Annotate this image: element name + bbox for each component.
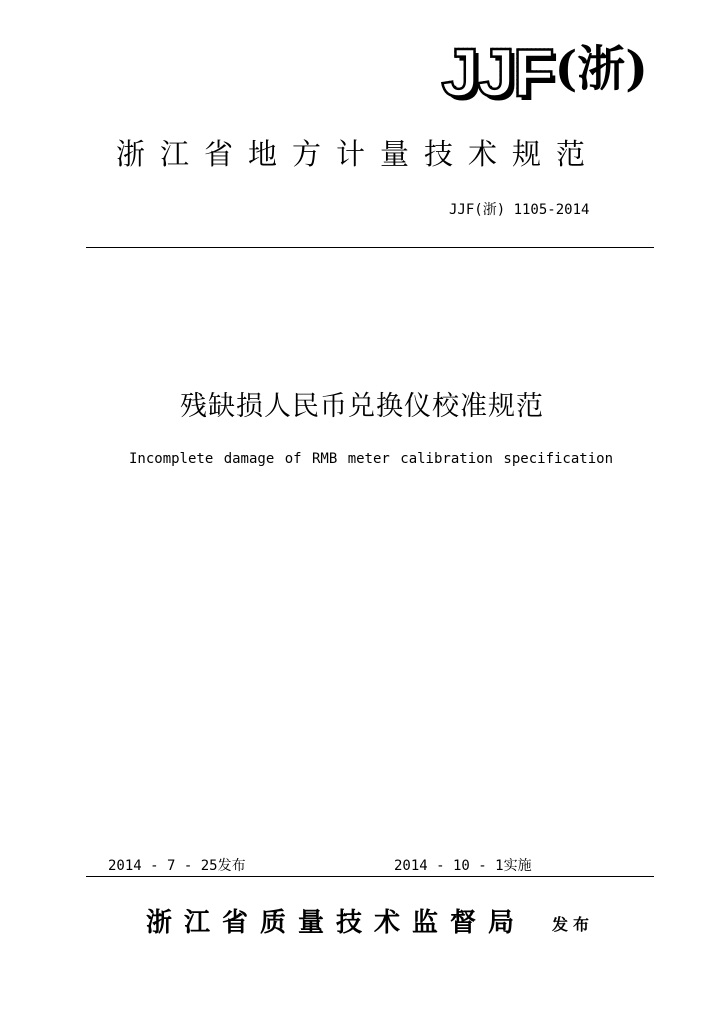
standard-code: JJF(浙) 1105-2014 [449, 202, 590, 218]
implementation-date: 2014 - 10 - 1实施 [394, 858, 532, 874]
top-divider [86, 247, 654, 248]
logo-region: (浙) [554, 41, 648, 97]
document-title-en: Incomplete damage of RMB meter calibration specification [128, 451, 613, 467]
logo-mark: JJF [441, 35, 553, 111]
issue-date: 2014 - 7 - 25发布 [108, 858, 246, 874]
standard-type: 浙江省地方计量技术规范 [116, 137, 601, 171]
publisher: 浙江省质量技术监督局 [146, 908, 527, 938]
jjf-logo [441, 35, 648, 111]
document-title-zh: 残缺损人民币兑换仪校准规范 [180, 391, 544, 422]
bottom-divider [86, 876, 654, 877]
publish-label: 发布 [552, 915, 595, 934]
